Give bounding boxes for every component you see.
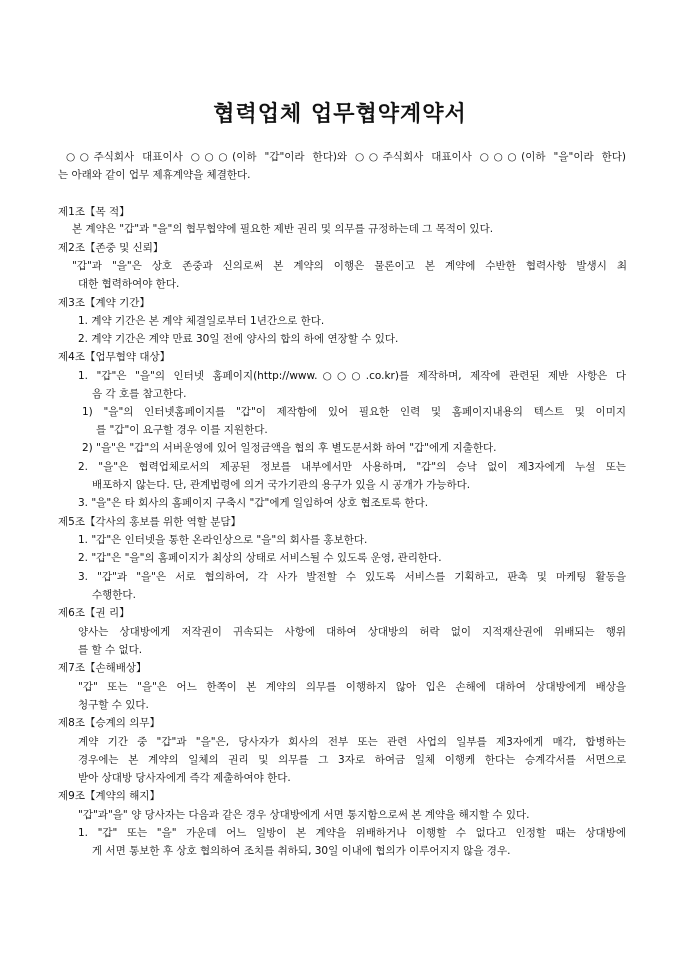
article-1-heading: 제1조【목 적】 <box>58 206 130 218</box>
article-4-line: 배포하지 않는다. 단, 관계법령에 의거 국가기관의 용구가 있을 시 공개가 가능하다. <box>92 479 471 491</box>
article-6-line: 를 할 수 없다. <box>78 644 143 656</box>
article-3-heading: 제3조【계약 기간】 <box>58 297 150 309</box>
article-7-line: 청구할 수 있다. <box>78 699 149 711</box>
article-6-heading: 제6조【권 리】 <box>58 607 130 619</box>
article-1-line: 본 계약은 "갑"과 "을"의 협무협약에 필요한 제반 권리 및 의무를 규정하는데 그 목적이 있다. <box>72 223 494 235</box>
article-4-heading: 제4조【업무협약 대상】 <box>58 351 171 363</box>
article-6-line: 양사는 상대방에게 저작권이 귀속되는 사항에 대하여 상대방의 허락 없이 지적재산권에 위배되는 행위 <box>78 626 626 638</box>
article-5-line: 3. "갑"과 "을"은 서로 협의하여, 각 사가 발전할 수 있도록 서비스를 기획하고, 판촉 및 마케팅 활동을 <box>78 571 626 583</box>
article-2-heading: 제2조【존중 및 신뢰】 <box>58 242 164 254</box>
article-8-line: 계약 기간 중 "갑"과 "을"은, 당사자가 회사의 전부 또는 관련 사업의 일부를 제3자에게 매각, 합병하는 <box>78 736 626 748</box>
preamble-line: 는 아래와 같이 업무 제휴계약을 체결한다. <box>58 169 251 181</box>
article-9-line: 1. "갑" 또는 "을" 가운데 어느 일방이 본 계약을 위배하거나 이행할 수 없다고 인정할 때는 상대방에 <box>78 827 626 839</box>
article-9-line: 게 서면 통보한 후 상호 협의하여 조치를 취하되, 30일 이내에 협의가 이루어지지 않을 경우. <box>92 845 511 857</box>
article-3-line: 1. 계약 기간은 본 계약 체결일로부터 1년간으로 한다. <box>78 315 325 327</box>
article-4-line: 2) "을"은 "갑"의 서버운영에 있어 일정금액을 협의 후 별도문서화 하여 "갑"에게 지출한다. <box>82 442 497 454</box>
article-4-line: 1) "을"의 인터넷홈페이지를 "갑"이 제작함에 있어 필요한 인력 및 홈페이지내용의 텍스트 및 이미지 <box>82 406 626 418</box>
article-2-line: 대한 협력하여야 한다. <box>78 278 180 290</box>
article-4-line: 음 각 호를 참고한다. <box>92 388 187 400</box>
article-7-heading: 제7조【손해배상】 <box>58 662 147 674</box>
article-7-line: "갑" 또는 "을"은 어느 한쪽이 본 계약의 의무를 이행하지 않아 입은 손해에 대하여 상대방에게 배상을 <box>78 681 626 693</box>
article-4-line: 를 "갑"이 요구할 경우 이를 지원한다. <box>96 424 268 436</box>
article-8-line: 경우에는 본 계약의 일체의 권리 및 의무를 그 3자로 하여금 일체 이행케 한다는 승계각서를 서면으로 <box>78 754 626 766</box>
article-5-line: 1. "갑"은 인터넷을 통한 온라인상으로 "을"의 회사를 홍보한다. <box>78 534 368 546</box>
article-9-heading: 제9조【계약의 해지】 <box>58 790 161 802</box>
article-4-line: 1. "갑"은 "을"의 인터넷 홈페이지(http://www.○○○.co.kr)를 제작하며, 제작에 관련된 제반 사항은 다 <box>78 370 626 382</box>
document-title: 협력업체 업무협약계약서 <box>213 102 467 127</box>
article-4-line: 2. "을"은 협력업체로서의 제공된 정보를 내부에서만 사용하며, "갑"의 승낙 없이 제3자에게 누설 또는 <box>78 461 626 473</box>
article-3-line: 2. 계약 기간은 계약 만료 30일 전에 양사의 합의 하에 연장할 수 있다. <box>78 333 399 345</box>
preamble-line: ○○주식회사 대표이사 ○○○(이하 "갑"이라 한다)와 ○○주식회사 대표이사 ○○○(이하 "을"이라 한다) <box>66 151 626 163</box>
article-5-line: 수행한다. <box>92 589 136 601</box>
article-5-heading: 제5조【각사의 홍보를 위한 역할 분담】 <box>58 516 242 528</box>
article-4-line: 3. "을"은 타 회사의 홈페이지 구축시 "갑"에게 일임하여 상호 협조토록 한다. <box>78 497 429 509</box>
article-2-line: "갑"과 "을"은 상호 존중과 신의로써 본 계약의 이행은 물론이고 본 계약에 수반한 협력사항 발생시 최 <box>72 260 627 272</box>
article-9-line: "갑"과"을" 양 당사자는 다음과 같은 경우 상대방에게 서면 통지함으로써 본 계약을 해지할 수 있다. <box>78 809 530 821</box>
article-8-heading: 제8조【승계의 의무】 <box>58 717 161 729</box>
article-5-line: 2. "갑"은 "을"의 홈페이지가 최상의 상태로 서비스될 수 있도록 운영, 관리한다. <box>78 552 442 564</box>
article-8-line: 받아 상대방 당사자에게 즉각 제출하여야 한다. <box>78 772 291 784</box>
